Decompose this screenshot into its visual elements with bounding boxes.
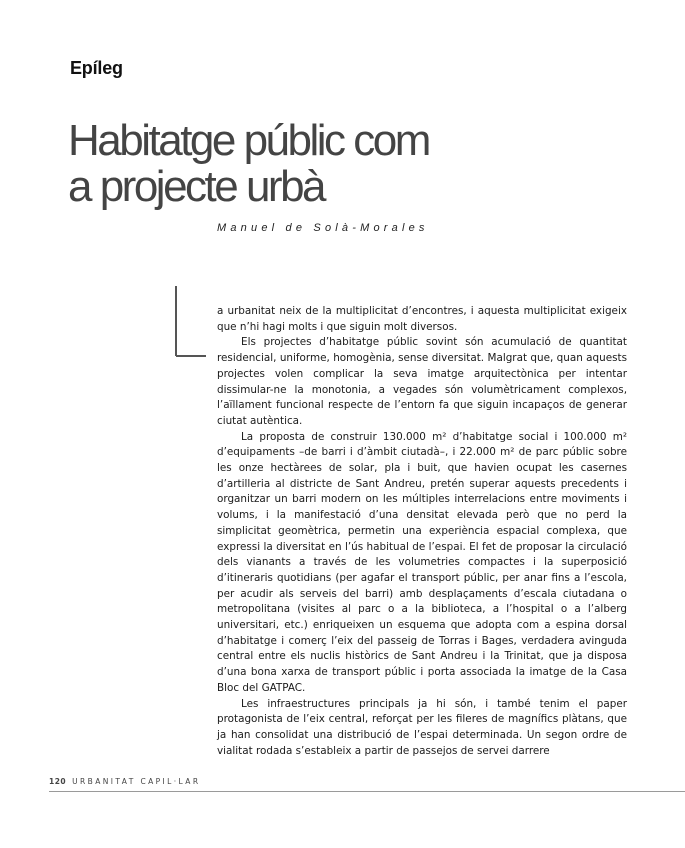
- paragraph-1: a urbanitat neix de la multiplicitat d’encontres, i aquesta multiplicitat exigeix que n’hi hagi molts i que siguin molt diversos.: [217, 305, 627, 333]
- title-line-1: Habitatge públic com: [68, 116, 429, 165]
- article-body: [217, 304, 627, 759]
- paragraph-2: Els projectes d’habitatge públic sovint són acumulació de quantitat residencial, uniforme, homogènia, sense diversitat. Malgrat que, quan aquests projectes volen complicar la seva imatge arquitectònica per intentar dissimular-ne la monotonia, a vegades són volumètricament complexos, l’aïllament funcional respecte de l’entorn fa que siguin incapaços de generar ciutat autèntica.: [217, 336, 627, 427]
- title-line-2: a projecte urbà: [68, 162, 325, 211]
- drop-cap-l-icon: [170, 284, 208, 360]
- section-label: Epíleg: [70, 58, 123, 78]
- paragraph-3: La proposta de construir 130.000 m² d’habitatge social i 100.000 m² d’equipaments –de barri i d’àmbit ciutadà–, i 22.000 m² de parc públic sobre les onze hectàrees de solar, pla i buit, que havien ocupat les casernes d’artilleria al districte de Sant Andreu, pretén superar aquests precedents i organitzar un barri modern on les múltiples interrelacions entre moviments i volums, i la manifestació d’una densitat elevada però que no perd la simplicitat geomètrica, permetin una experiència espacial complexa, que expressi la diversitat en l’ús habitual de l’espai. El fet de proposar la circulació dels vianants a través de les volumetries compactes i la superposició d’itineraris quotidians (per agafar el transport públic, per anar fins a l’escola, per acudir als serveis del barri) amb desplaçaments d’escala ciutadana o metropolitana (visites al parc o a la biblioteca, a l’hospital o a l’alberg universitari, etc.) enriqueixen un esquema que adopta com a espina dorsal d’habitatge i comerç l’eix del passeig de Torras i Bages, verdadera avinguda central entre els nuclis històrics de Sant Andreu i la Trinitat, que ja disposa d’una bona xarxa de transport públic i porta associada la imatge de la Casa Bloc del GATPAC.: [217, 430, 627, 694]
- author-byline: Manuel de Solà-Morales: [217, 222, 429, 234]
- page-title: [68, 118, 429, 210]
- page-number: 120: [49, 777, 67, 786]
- footer-divider: [49, 791, 685, 792]
- page-footer: [49, 777, 200, 786]
- paragraph-4: Les infraestructures principals ja hi són, i també tenim el paper protagonista de l’eix central, reforçat per les fileres de magnífics plàtans, que ja han consolidat una distribució de l’espai determinada. Un segon ordre de vialitat rodada s’estableix a partir de passejos de servei darrere: [217, 697, 627, 757]
- running-title: URBANITAT CAPIL·LAR: [72, 777, 201, 786]
